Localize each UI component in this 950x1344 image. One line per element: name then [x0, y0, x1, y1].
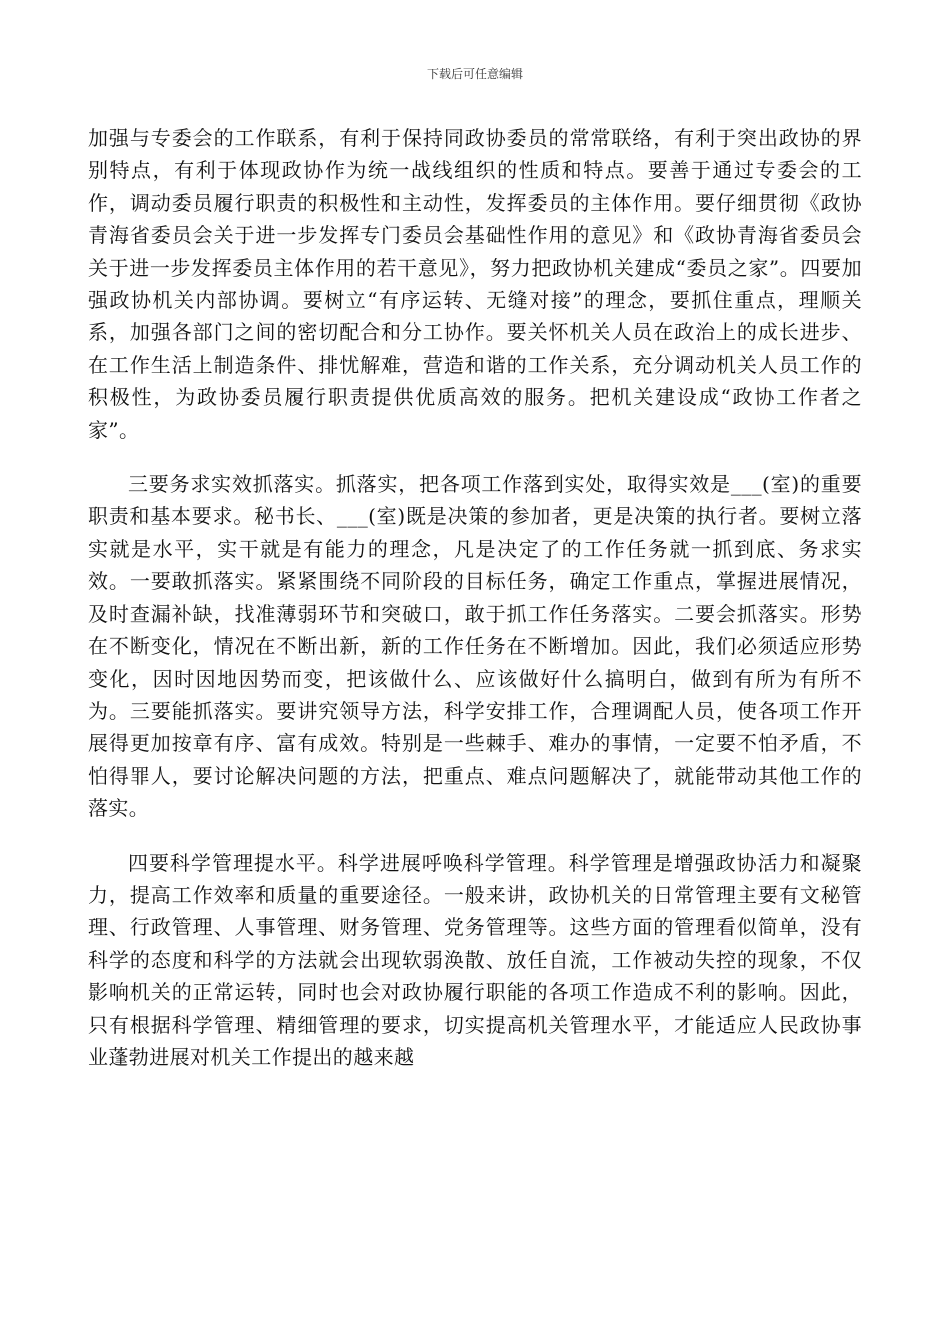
paragraph-1: 加强与专委会的工作联系，有利于保持同政协委员的常常联络，有利于突出政协的界别特点，有利于体现政协作为统一战线组织的性质和特点。要善于通过专委会的工作，调动委员履行职责的积极性和主动性，发挥委员的主体作用。要仔细贯彻《政协青海省委员会关于进一步发挥专门委员会基础性作用的意见》和《政协青海省委员会关于进一步发挥委员主体作用的若干意见》，努力把政协机关建成“委员之家”。四要加强政协机关内部协调。要树立“有序运转、无缝对接”的理念，要抓住重点，理顺关系，加强各部门之间的密切配合和分工协作。要关怀机关人员在政治上的成长进步、在工作生活上制造条件、排忧解难，营造和谐的工作关系，充分调动机关人员工作的积极性，为政协委员履行职责提供优质高效的服务。把机关建设成“政协工作者之家”。: [88, 126, 862, 442]
paragraph-2: 三要务求实效抓落实。抓落实，把各项工作落到实处，取得实效是___(室)的重要职责和基本要求。秘书长、___(室)既是决策的参加者，更是决策的执行者。要树立落实就是水平，实干就是有能力的理念，凡是决定了的工作任务就一抓到底、务求实效。一要敢抓落实。紧紧围绕不同阶段的目标任务，确定工作重点，掌握进展情况，及时查漏补缺，找准薄弱环节和突破口，敢于抓工作任务落实。二要会抓落实。形势在不断变化，情况在不断出新，新的工作任务在不断增加。因此，我们必须适应形势变化，因时因地因势而变，把该做什么、应该做好什么搞明白，做到有所为有所不为。三要能抓落实。要讲究领导方法，科学安排工作，合理调配人员，使各项工作开展得更加按章有序、富有成效。特别是一些棘手、难办的事情，一定要不怕矛盾，不怕得罪人，要讨论解决问题的方法，把重点、难点问题解决了，就能带动其他工作的落实。: [88, 472, 862, 821]
document-body: [88, 122, 862, 1073]
page-header: 下载后可任意编辑: [426, 67, 523, 81]
paragraph-3: 四要科学管理提水平。科学进展呼唤科学管理。科学管理是增强政协活力和凝聚力，提高工作效率和质量的重要途径。一般来讲，政协机关的日常管理主要有文秘管理、行政管理、人事管理、财务管理、党务管理等。这些方面的管理看似简单，没有科学的态度和科学的方法就会出现软弱涣散、放任自流，工作被动失控的现象，不仅影响机关的正常运转，同时也会对政协履行职能的各项工作造成不利的影响。因此，只有根据科学管理、精细管理的要求，切实提高机关管理水平，才能适应人民政协事业蓬勃进展对机关工作提出的越来越: [88, 850, 862, 1069]
